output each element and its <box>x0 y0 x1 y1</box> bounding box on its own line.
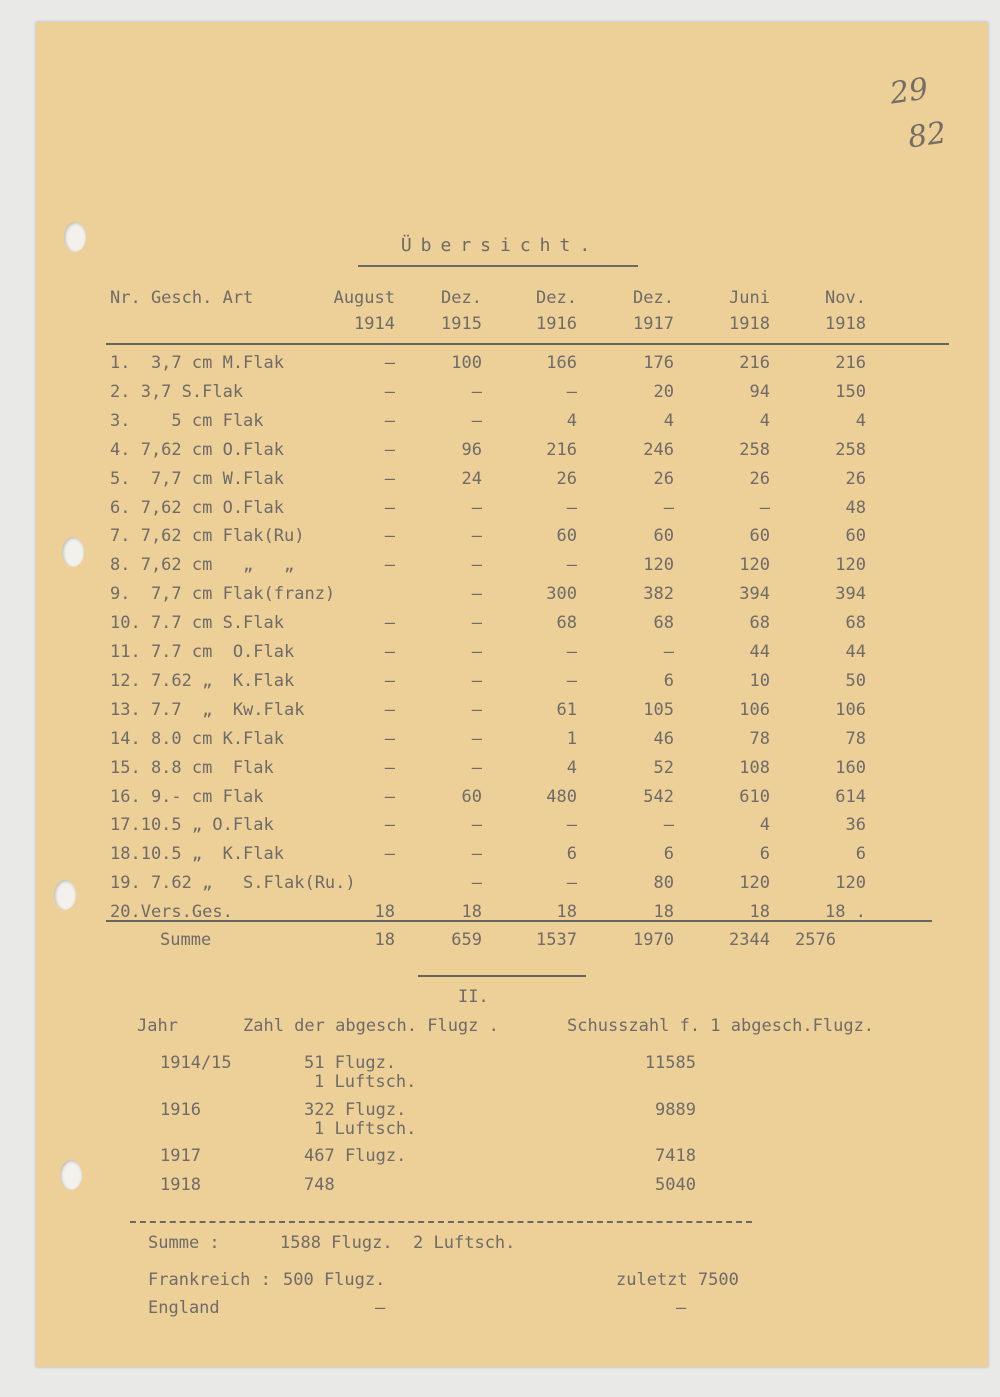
cell: – <box>384 844 395 865</box>
cell: 26 <box>653 468 674 489</box>
frankreich-value: 500 Flugz. <box>283 1270 386 1290</box>
cell: 60 <box>653 526 674 547</box>
cell: 4 <box>759 815 770 836</box>
cell: – <box>566 555 577 576</box>
cell: 18 . <box>825 902 866 923</box>
row-label: 18.10.5 „ K.Flak <box>110 844 284 865</box>
cell: 382 <box>643 584 674 605</box>
airship-count: 1 Luftsch. <box>314 1119 417 1139</box>
cell: – <box>384 439 395 460</box>
header-bottom: 1918 <box>729 314 770 334</box>
cell: – <box>471 555 482 576</box>
cell: – <box>759 497 770 518</box>
sum-label: Summe <box>160 930 212 950</box>
sum-cell: 1537 <box>536 930 577 950</box>
cell: – <box>384 526 395 547</box>
sum-cell: 18 <box>374 930 395 950</box>
cell: – <box>663 642 674 662</box>
cell: 6 <box>663 670 674 691</box>
header-bottom: 1917 <box>633 314 674 334</box>
cell: – <box>471 526 482 547</box>
cell: 614 <box>835 786 866 807</box>
cell: 20 <box>653 381 674 402</box>
cell: – <box>384 728 395 749</box>
header-top: Dez. <box>536 288 577 308</box>
cell: – <box>471 757 482 778</box>
header-top: Dez. <box>633 288 674 308</box>
cell: – <box>471 670 482 691</box>
shots: 5040 <box>655 1175 696 1195</box>
cell: 4 <box>566 410 577 431</box>
cell: – <box>384 815 395 836</box>
row-label: 1. 3,7 cm M.Flak <box>110 353 284 373</box>
cell: – <box>566 873 577 894</box>
section-heading: II. <box>458 987 489 1007</box>
row-label: 17.10.5 „ O.Flak <box>110 815 274 836</box>
row-label: 4. 7,62 cm O.Flak <box>110 439 284 460</box>
cell: – <box>471 844 482 865</box>
frankreich-note: zuletzt 7500 <box>616 1270 739 1290</box>
cell: 216 <box>739 353 770 373</box>
cell: – <box>384 468 395 489</box>
cell: – <box>663 497 674 518</box>
cell: 150 <box>835 381 866 402</box>
cell: 60 <box>461 786 482 807</box>
year: 1916 <box>160 1100 201 1120</box>
count: 748 <box>304 1175 335 1195</box>
cell: – <box>471 613 482 634</box>
row-label: 7. 7,62 cm Flak(Ru) <box>110 526 305 547</box>
cell: – <box>471 873 482 894</box>
count: 51 Flugz. <box>304 1053 397 1073</box>
cell: 300 <box>546 584 577 605</box>
punch-hole <box>64 222 86 252</box>
row-label: 15. 8.8 cm Flak <box>110 757 274 778</box>
header-top: Dez. <box>441 288 482 308</box>
cell: 246 <box>643 439 674 460</box>
cell: 18 <box>461 902 482 923</box>
row-label: 14. 8.0 cm K.Flak <box>110 728 284 749</box>
cell: 105 <box>643 699 674 720</box>
cell: – <box>566 497 577 518</box>
frankreich-label: Frankreich : <box>148 1270 271 1290</box>
count: 467 Flugz. <box>304 1146 407 1166</box>
cell: 106 <box>835 699 866 720</box>
cell: 120 <box>643 555 674 576</box>
cell: 96 <box>461 439 482 460</box>
header-bottom: 1914 <box>354 314 395 334</box>
row-label: 8. 7,62 cm „ „ <box>110 555 295 576</box>
cell: – <box>384 642 395 662</box>
cell: – <box>384 613 395 634</box>
column-schusszahl: Schusszahl f. 1 abgesch.Flugz. <box>567 1016 875 1036</box>
cell: – <box>384 381 395 402</box>
row-label: 20.Vers.Ges. <box>110 902 233 923</box>
year: 1918 <box>160 1175 201 1195</box>
punch-hole <box>60 1160 82 1190</box>
cell: 60 <box>749 526 770 547</box>
pencil-annotation-top: 29 <box>887 71 931 112</box>
cell: 68 <box>556 613 577 634</box>
cell: 94 <box>749 381 770 402</box>
sum-cell: 1970 <box>633 930 674 950</box>
cell: 258 <box>739 439 770 460</box>
cell: 216 <box>835 353 866 373</box>
header-top: Juni <box>729 288 770 308</box>
cell: 60 <box>556 526 577 547</box>
shots: 7418 <box>655 1146 696 1166</box>
row-label: 9. 7,7 cm Flak(franz) <box>110 584 336 605</box>
cell: 61 <box>556 699 577 720</box>
cell: 18 <box>653 902 674 923</box>
cell: – <box>384 410 395 431</box>
cell: 68 <box>845 613 866 634</box>
cell: 4 <box>663 410 674 431</box>
cell: 18 <box>556 902 577 923</box>
year: 1914/15 <box>160 1053 232 1073</box>
cell: – <box>384 699 395 720</box>
cell: 10 <box>749 670 770 691</box>
summe-value: 1588 Flugz. 2 Luftsch. <box>280 1233 516 1253</box>
title-underline <box>358 265 638 267</box>
cell: 216 <box>546 439 577 460</box>
header-top: Nov. <box>825 288 866 308</box>
cell: – <box>566 670 577 691</box>
row-label: 5. 7,7 cm W.Flak <box>110 468 284 489</box>
cell: – <box>471 815 482 836</box>
cell: 100 <box>451 353 482 373</box>
england-label: England <box>148 1298 220 1318</box>
cell: 50 <box>845 670 866 691</box>
cell: 24 <box>461 468 482 489</box>
row-label: 3. 5 cm Flak <box>110 410 264 431</box>
cell: – <box>566 815 577 836</box>
row-label: 13. 7.7 „ Kw.Flak <box>110 699 305 720</box>
airship-count: 1 Luftsch. <box>314 1072 417 1092</box>
cell: 44 <box>845 642 866 662</box>
header-bottom: 1915 <box>441 314 482 334</box>
document-title: Übersicht. <box>400 235 600 256</box>
summe-label: Summe : <box>148 1233 220 1253</box>
cell: 6 <box>663 844 674 865</box>
year: 1917 <box>160 1146 201 1166</box>
cell: – <box>471 497 482 518</box>
row-label: 11. 7.7 cm O.Flak <box>110 642 295 662</box>
cell: 166 <box>546 353 577 373</box>
cell: – <box>471 728 482 749</box>
sum-cell: 659 <box>451 930 482 950</box>
row-label: 2. 3,7 S.Flak <box>110 381 244 402</box>
england-note: – <box>676 1298 687 1318</box>
row-label: 10. 7.7 cm S.Flak <box>110 613 284 634</box>
cell: 26 <box>556 468 577 489</box>
england-value: – <box>375 1298 386 1318</box>
cell: 394 <box>739 584 770 605</box>
cell: 36 <box>845 815 866 836</box>
shots: 9889 <box>655 1100 696 1120</box>
cell: 480 <box>546 786 577 807</box>
header-top: August <box>333 288 395 308</box>
cell: 6 <box>855 844 866 865</box>
cell: 18 <box>374 902 395 923</box>
cell: 44 <box>749 642 770 662</box>
sum-cell: 2576 <box>795 930 836 950</box>
cell: 120 <box>739 873 770 894</box>
row-label: 6. 7,62 cm O.Flak <box>110 497 284 518</box>
cell: – <box>384 353 395 373</box>
cell: 542 <box>643 786 674 807</box>
cell: 46 <box>653 728 674 749</box>
cell: 120 <box>835 555 866 576</box>
cell: 78 <box>749 728 770 749</box>
cell: – <box>384 670 395 691</box>
cell: – <box>471 699 482 720</box>
row-label: 16. 9.- cm Flak <box>110 786 264 807</box>
cell: – <box>384 555 395 576</box>
cell: – <box>566 381 577 402</box>
cell: – <box>663 815 674 836</box>
cell: – <box>471 410 482 431</box>
cell: 68 <box>749 613 770 634</box>
cell: – <box>384 786 395 807</box>
header-rule <box>106 343 949 345</box>
summary-rule <box>130 1221 752 1223</box>
cell: 4 <box>566 757 577 778</box>
cell: 52 <box>653 757 674 778</box>
cell: 1 <box>566 728 577 749</box>
cell: – <box>471 642 482 662</box>
cell: – <box>471 381 482 402</box>
cell: 26 <box>845 468 866 489</box>
cell: 108 <box>739 757 770 778</box>
header-label: Nr. Gesch. Art <box>110 288 254 308</box>
pencil-annotation-bottom: 82 <box>905 115 949 156</box>
cell: 610 <box>739 786 770 807</box>
cell: 60 <box>845 526 866 547</box>
header-bottom: 1916 <box>536 314 577 334</box>
row-label: 12. 7.62 „ K.Flak <box>110 670 295 691</box>
cell: – <box>384 497 395 518</box>
cell: 18 <box>749 902 770 923</box>
cell: 120 <box>835 873 866 894</box>
cell: 4 <box>855 410 866 431</box>
row-label: 19. 7.62 „ S.Flak(Ru.) <box>110 873 356 894</box>
cell: 106 <box>739 699 770 720</box>
count: 322 Flugz. <box>304 1100 407 1120</box>
punch-hole <box>62 537 84 567</box>
cell: 120 <box>739 555 770 576</box>
shots: 11585 <box>644 1053 696 1073</box>
cell: 176 <box>643 353 674 373</box>
cell: 4 <box>759 410 770 431</box>
cell: 160 <box>835 757 866 778</box>
column-zahl: Zahl der abgesch. Flugz . <box>243 1016 499 1036</box>
cell: 26 <box>749 468 770 489</box>
cell: 258 <box>835 439 866 460</box>
column-jahr: Jahr <box>137 1016 178 1036</box>
section-separator <box>418 975 586 977</box>
sum-rule <box>106 920 932 922</box>
cell: – <box>384 757 395 778</box>
cell: 68 <box>653 613 674 634</box>
header-bottom: 1918 <box>825 314 866 334</box>
cell: 394 <box>835 584 866 605</box>
cell: 6 <box>566 844 577 865</box>
cell: 6 <box>759 844 770 865</box>
cell: – <box>566 642 577 662</box>
cell: – <box>471 584 482 605</box>
cell: 78 <box>845 728 866 749</box>
cell: 48 <box>845 497 866 518</box>
sum-cell: 2344 <box>729 930 770 950</box>
punch-hole <box>54 880 76 910</box>
cell: 80 <box>653 873 674 894</box>
